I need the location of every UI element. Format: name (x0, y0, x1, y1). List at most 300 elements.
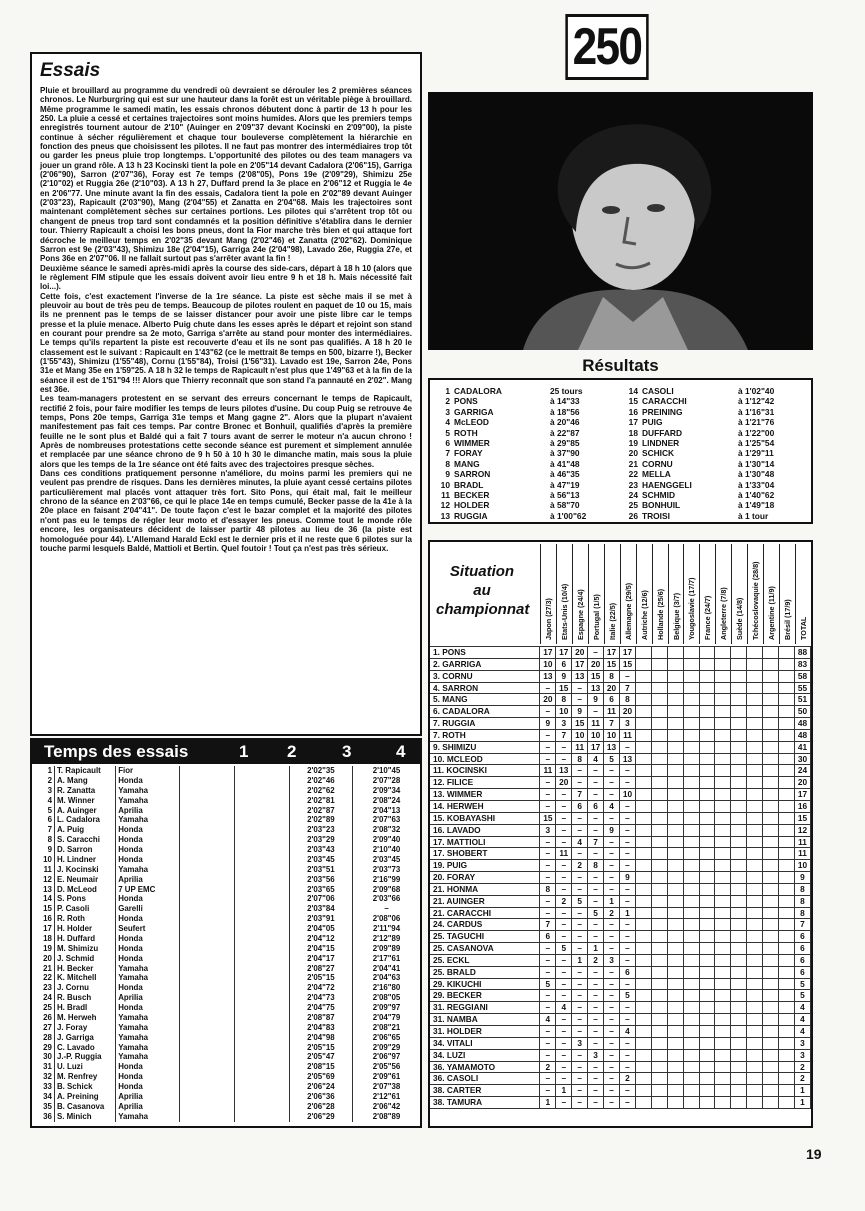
championnat-points (731, 682, 747, 694)
resultat-gap: à 1'40"62 (738, 489, 775, 500)
championnat-points (651, 741, 667, 753)
championnat-rider: 21. CARACCHI (430, 907, 540, 919)
temps-rider: S. Caracchi (54, 835, 115, 845)
championnat-points (747, 1037, 763, 1049)
championnat-total: 3 (794, 1049, 810, 1061)
championnat-points: 6 (556, 658, 572, 670)
championnat-points: – (540, 1037, 556, 1049)
resultat-gap: à 1'00"62 (550, 510, 587, 521)
championnat-points (651, 872, 667, 884)
championnat-points: – (572, 883, 588, 895)
temps-session-1-time (179, 934, 234, 944)
championnat-points: – (540, 943, 556, 955)
championnat-points (731, 907, 747, 919)
championnat-points (667, 1061, 683, 1073)
championnat-points (763, 872, 779, 884)
championnat-points (635, 954, 651, 966)
championnat-total: 55 (794, 682, 810, 694)
championnat-points: – (556, 1026, 572, 1038)
temps-row (32, 1043, 420, 1053)
championnat-points (747, 860, 763, 872)
championnat-points: – (604, 919, 620, 931)
temps-session-2-time (234, 973, 289, 983)
championnat-points: – (540, 777, 556, 789)
championnat-row (430, 694, 811, 706)
championnat-total: 4 (794, 1026, 810, 1038)
championnat-points: – (540, 836, 556, 848)
championnat-points: 6 (588, 800, 604, 812)
championnat-points (779, 729, 795, 741)
temps-row (32, 1062, 420, 1072)
championnat-points (779, 990, 795, 1002)
championnat-points (651, 670, 667, 682)
championnat-points: 11 (540, 765, 556, 777)
championnat-points (651, 836, 667, 848)
resultat-rider: HOLDER (454, 500, 490, 511)
championnat-points: 10 (572, 729, 588, 741)
championnat-column-header (683, 544, 699, 644)
championnat-points: 10 (540, 658, 556, 670)
temps-session-1-time (179, 954, 234, 964)
championnat-row (430, 682, 811, 694)
championnat-points (683, 943, 699, 955)
championnat-points (779, 1049, 795, 1061)
championnat-points (683, 682, 699, 694)
championnat-rider: 31. REGGIANI (430, 1002, 540, 1014)
temps-row (32, 1033, 420, 1043)
championnat-column-label: Yougoslavie (17/7) (687, 577, 697, 640)
championnat-points: – (604, 1085, 620, 1097)
championnat-points: – (572, 1026, 588, 1038)
temps-session-3-time: 2'03"84 (289, 904, 352, 914)
championnat-points (731, 860, 747, 872)
championnat-points: – (620, 836, 636, 848)
championnat-points: 20 (572, 647, 588, 659)
championnat-total: 16 (794, 800, 810, 812)
championnat-points (683, 836, 699, 848)
temps-machine: Seufert (116, 924, 179, 934)
championnat-points: 7 (604, 718, 620, 730)
temps-session-1-time (179, 1003, 234, 1013)
championnat-points: – (540, 954, 556, 966)
championnat-points (635, 895, 651, 907)
championnat-points (699, 1061, 715, 1073)
resultat-rider: PREINING (642, 406, 683, 417)
resultat-position: 7 (445, 448, 450, 459)
championnat-points (731, 1002, 747, 1014)
championnat-points: – (588, 777, 604, 789)
temps-session-3-time: 2'03"91 (289, 914, 352, 924)
championnat-points: 4 (620, 1026, 636, 1038)
championnat-points (763, 741, 779, 753)
championnat-points: 15 (588, 670, 604, 682)
championnat-points: – (572, 1014, 588, 1026)
championnat-points: – (588, 848, 604, 860)
temps-essais-table (30, 738, 422, 1128)
championnat-grid (430, 646, 811, 1109)
temps-session-3-time: 2'06"28 (289, 1102, 352, 1112)
championnat-points (667, 741, 683, 753)
championnat-rider: 19. PUIG (430, 860, 540, 872)
championnat-points (763, 706, 779, 718)
championnat-points (667, 812, 683, 824)
championnat-points (635, 1097, 651, 1109)
championnat-points: 20 (540, 694, 556, 706)
championnat-points: – (604, 848, 620, 860)
championnat-points (763, 931, 779, 943)
championnat-points (779, 836, 795, 848)
temps-session-1-time (179, 835, 234, 845)
championnat-total: 8 (794, 883, 810, 895)
resultat-row (626, 500, 782, 510)
championnat-rider: 25. ECKL (430, 954, 540, 966)
championnat-points (699, 990, 715, 1002)
championnat-points: – (620, 919, 636, 931)
temps-session-2-time (234, 954, 289, 964)
championnat-total: 88 (794, 647, 810, 659)
championnat-points (763, 1049, 779, 1061)
championnat-column-header (699, 544, 715, 644)
championnat-points (747, 753, 763, 765)
championnat-row (430, 919, 811, 931)
temps-session-4-time: 2'09"34 (372, 785, 401, 795)
championnat-points (651, 966, 667, 978)
temps-col-4: 4 (396, 742, 406, 761)
championnat-points (667, 919, 683, 931)
championnat-total: 30 (794, 753, 810, 765)
championnat-points (699, 848, 715, 860)
championnat-points (779, 919, 795, 931)
championnat-points: – (556, 872, 572, 884)
championnat-points (747, 907, 763, 919)
championnat-total: 6 (794, 966, 810, 978)
temps-session-2-time (234, 835, 289, 845)
championnat-points: 11 (588, 718, 604, 730)
temps-rider: B. Schick (54, 1082, 115, 1092)
championnat-points: – (540, 860, 556, 872)
championnat-points (667, 943, 683, 955)
championnat-points: – (572, 1085, 588, 1097)
resultat-row (438, 511, 594, 521)
championnat-points (683, 919, 699, 931)
championnat-points (763, 978, 779, 990)
championnat-total: 7 (794, 919, 810, 931)
championnat-total: 48 (794, 729, 810, 741)
championnat-points: 9 (572, 706, 588, 718)
championnat-points (699, 812, 715, 824)
championnat-points: 8 (604, 670, 620, 682)
championnat-points (651, 1049, 667, 1061)
championnat-points (747, 943, 763, 955)
championnat-rider: 15. KOBAYASHI (430, 812, 540, 824)
temps-rank: 31 (32, 1062, 54, 1072)
resultat-rider: BRADL (454, 479, 484, 490)
temps-row (32, 835, 420, 845)
resultat-position: 11 (441, 489, 450, 500)
temps-session-4-time: 2'09"68 (372, 884, 401, 894)
championnat-points: – (556, 990, 572, 1002)
championnat-points: – (540, 800, 556, 812)
temps-session-2-time (234, 1102, 289, 1112)
championnat-points (747, 1073, 763, 1085)
championnat-points (683, 978, 699, 990)
championnat-points (747, 682, 763, 694)
championnat-total: 24 (794, 765, 810, 777)
championnat-points (779, 1073, 795, 1085)
championnat-points (715, 978, 731, 990)
resultat-position: 8 (445, 458, 450, 469)
championnat-column-label: Espagne (24/4) (575, 589, 585, 640)
temps-rank: 22 (32, 973, 54, 983)
championnat-points (635, 990, 651, 1002)
temps-session-4-time: 2'04"63 (372, 973, 401, 983)
temps-machine: Honda (116, 835, 179, 845)
temps-session-3-time: 2'03"29 (289, 835, 352, 845)
temps-session-1-time (179, 825, 234, 835)
championnat-points (635, 966, 651, 978)
championnat-points (683, 1073, 699, 1085)
championnat-title-line: Situation (449, 563, 515, 580)
temps-session-4-time: 2'03"73 (372, 864, 401, 874)
championnat-points: – (588, 1037, 604, 1049)
championnat-points (779, 718, 795, 730)
championnat-points: – (620, 954, 636, 966)
championnat-points: 5 (588, 907, 604, 919)
championnat-column-header (572, 544, 588, 644)
championnat-points (683, 1026, 699, 1038)
temps-col-2: 2 (287, 742, 297, 761)
championnat-points (779, 658, 795, 670)
championnat-points (651, 718, 667, 730)
championnat-points (779, 694, 795, 706)
championnat-points (699, 836, 715, 848)
temps-session-4-time: 2'04"41 (372, 963, 401, 973)
resultat-rider: MANG (454, 458, 480, 469)
resultat-gap: à 18"56 (550, 406, 580, 417)
temps-machine: Fior (116, 766, 179, 776)
championnat-points (651, 990, 667, 1002)
resultat-row (626, 417, 782, 427)
championnat-points (683, 658, 699, 670)
championnat-points: – (572, 1049, 588, 1061)
resultat-position: 5 (445, 427, 450, 438)
championnat-points: – (620, 777, 636, 789)
championnat-points (715, 1049, 731, 1061)
championnat-points: 3 (556, 718, 572, 730)
championnat-points (635, 706, 651, 718)
championnat-points (779, 943, 795, 955)
championnat-points (779, 907, 795, 919)
championnat-points (715, 729, 731, 741)
championnat-points: – (556, 860, 572, 872)
resultat-rider: PUIG (642, 417, 663, 428)
championnat-points (715, 800, 731, 812)
temps-session-2-time (234, 924, 289, 934)
temps-rank: 7 (32, 825, 54, 835)
championnat-points: – (604, 1026, 620, 1038)
temps-rider: A. Mang (54, 776, 115, 786)
championnat-total: 58 (794, 670, 810, 682)
temps-row (32, 885, 420, 895)
temps-machine: Honda (116, 983, 179, 993)
championnat-points (715, 706, 731, 718)
championnat-points (731, 895, 747, 907)
championnat-points (667, 836, 683, 848)
championnat-points (667, 706, 683, 718)
resultat-row (626, 428, 782, 438)
resultat-row (626, 407, 782, 417)
temps-rider: M. Winner (54, 796, 115, 806)
temps-session-2-time (234, 1013, 289, 1023)
temps-rank: 33 (32, 1082, 54, 1092)
championnat-column-label: Hollande (25/6) (655, 588, 665, 640)
temps-machine: Honda (116, 776, 179, 786)
resultat-gap: à 1'30"48 (738, 469, 775, 480)
resultat-position: 10 (440, 479, 450, 490)
temps-session-4-time: 2'16"80 (372, 983, 401, 993)
temps-rider: K. Mitchell (54, 973, 115, 983)
championnat-points (651, 789, 667, 801)
championnat-points (635, 931, 651, 943)
championnat-rider: 38. CARTER (430, 1085, 540, 1097)
championnat-row (430, 1002, 811, 1014)
resultat-gap: à 47"19 (550, 479, 580, 490)
championnat-rider: 38. TAMURA (430, 1097, 540, 1109)
resultat-position: 12 (440, 500, 450, 511)
championnat-points: 6 (572, 800, 588, 812)
resultat-position: 25 (628, 500, 638, 511)
resultat-gap: à 1'16"31 (738, 406, 775, 417)
resultat-row (626, 386, 782, 396)
championnat-row (430, 966, 811, 978)
championnat-points: – (556, 1097, 572, 1109)
temps-session-2-time (234, 914, 289, 924)
championnat-points (763, 670, 779, 682)
championnat-points (683, 1061, 699, 1073)
championnat-points (747, 1002, 763, 1014)
temps-rank: 15 (32, 904, 54, 914)
championnat-points (683, 883, 699, 895)
championnat-points (635, 978, 651, 990)
championnat-points: 9 (588, 694, 604, 706)
championnat-points (699, 789, 715, 801)
championnat-points: – (588, 765, 604, 777)
championnat-points (683, 729, 699, 741)
temps-session-1-time (179, 885, 234, 895)
championnat-points (779, 706, 795, 718)
championnat-points (651, 978, 667, 990)
championnat-points (747, 990, 763, 1002)
championnat-points (747, 1097, 763, 1109)
championnat-points (651, 812, 667, 824)
temps-session-2-time (234, 964, 289, 974)
temps-session-4-time: 2'09"61 (372, 1072, 401, 1082)
championnat-points (699, 1002, 715, 1014)
temps-row (32, 954, 420, 964)
championnat-points: – (620, 1037, 636, 1049)
championnat-points (699, 907, 715, 919)
championnat-points (635, 753, 651, 765)
championnat-points: – (556, 883, 572, 895)
championnat-points: 10 (588, 729, 604, 741)
championnat-points: – (620, 824, 636, 836)
championnat-points: 4 (572, 836, 588, 848)
championnat-points: – (604, 1097, 620, 1109)
championnat-points: 17 (556, 647, 572, 659)
championnat-points (779, 789, 795, 801)
championnat-points: – (540, 682, 556, 694)
championnat-points (747, 919, 763, 931)
essais-article (30, 52, 422, 736)
championnat-points (651, 1073, 667, 1085)
championnat-points: – (556, 1037, 572, 1049)
championnat-points: – (572, 824, 588, 836)
championnat-points (715, 812, 731, 824)
championnat-points: – (620, 1002, 636, 1014)
championnat-rider: 7. ROTH (430, 729, 540, 741)
temps-row (32, 1003, 420, 1013)
resultat-rider: WIMMER (454, 437, 490, 448)
championnat-points: – (604, 1014, 620, 1026)
temps-session-3-time: 2'02"46 (289, 776, 352, 786)
championnat-points (779, 741, 795, 753)
championnat-rider: 10. MCLEOD (430, 753, 540, 765)
temps-machine: Honda (116, 1062, 179, 1072)
championnat-points (635, 848, 651, 860)
championnat-points (683, 753, 699, 765)
championnat-row (430, 1037, 811, 1049)
championnat-rider: 20. FORAY (430, 872, 540, 884)
championnat-points (667, 765, 683, 777)
temps-machine: Aprilia (116, 1102, 179, 1112)
championnat-points (699, 860, 715, 872)
championnat-points (667, 789, 683, 801)
temps-session-1-time (179, 1092, 234, 1102)
temps-machine: Honda (116, 934, 179, 944)
championnat-points (667, 1026, 683, 1038)
championnat-points (747, 706, 763, 718)
championnat-points: – (572, 1097, 588, 1109)
championnat-total: 9 (794, 872, 810, 884)
championnat-rider: 16. LAVADO (430, 824, 540, 836)
championnat-points (747, 824, 763, 836)
championnat-points (779, 1097, 795, 1109)
championnat-points (699, 718, 715, 730)
temps-row (32, 825, 420, 835)
temps-session-4-time: 2'09"29 (372, 1042, 401, 1052)
championnat-points (651, 800, 667, 812)
resultat-position: 23 (628, 479, 638, 490)
temps-session-1-time (179, 914, 234, 924)
championnat-points (699, 777, 715, 789)
championnat-points: – (604, 1037, 620, 1049)
championnat-total: 15 (794, 812, 810, 824)
championnat-column-header (604, 544, 620, 644)
championnat-points (683, 1037, 699, 1049)
resultat-row (438, 500, 594, 510)
championnat-points (667, 682, 683, 694)
temps-session-4-time: 2'08"89 (372, 1111, 401, 1121)
temps-rank: 4 (32, 796, 54, 806)
championnat-points (651, 919, 667, 931)
championnat-total: 12 (794, 824, 810, 836)
championnat-points (747, 966, 763, 978)
championnat-rider: 12. FILICE (430, 777, 540, 789)
championnat-column-header (763, 544, 779, 644)
championnat-points: – (588, 966, 604, 978)
temps-rider: S. Pons (54, 894, 115, 904)
championnat-points (683, 848, 699, 860)
